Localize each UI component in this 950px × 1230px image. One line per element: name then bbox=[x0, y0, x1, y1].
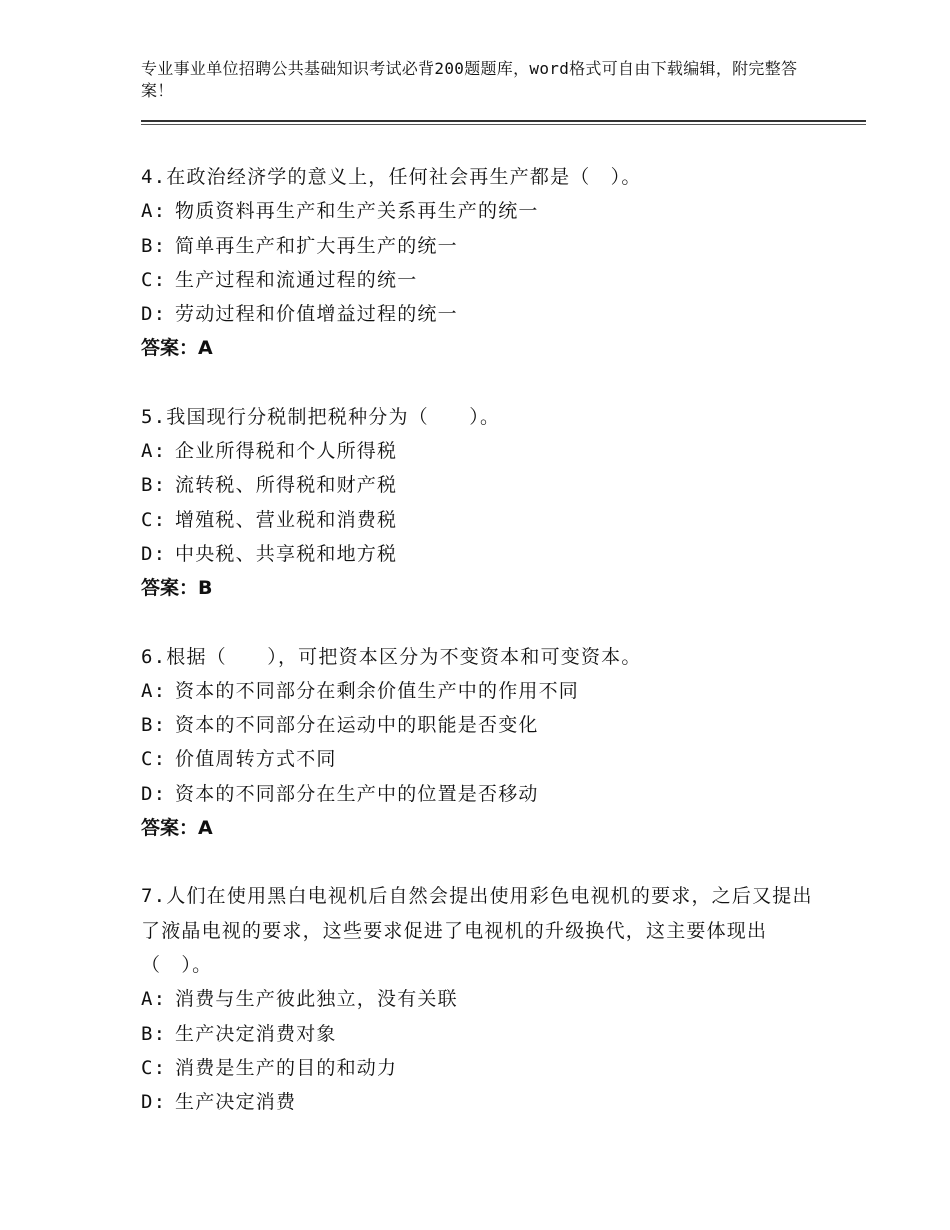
header-divider-thin bbox=[141, 124, 866, 125]
option-key: C: bbox=[141, 268, 167, 291]
question-text: 7.人们在使用黑白电视机后自然会提出使用彩色电视机的要求，之后又提出了液晶电视的要求，这些要求促进了电视机的升级换代，这主要体现出（ ）。 bbox=[141, 885, 813, 976]
option-text: 价值周转方式不同 bbox=[175, 748, 337, 771]
question-list bbox=[141, 160, 821, 1153]
question-6 bbox=[141, 640, 821, 846]
option-d bbox=[141, 297, 821, 331]
option-d bbox=[141, 777, 821, 811]
option-key: D: bbox=[141, 303, 167, 326]
document-title: 专业事业单位招聘公共基础知识考试必背200题题库，word格式可自由下载编辑，附完整答案！ bbox=[141, 59, 798, 100]
option-key: C: bbox=[141, 508, 167, 531]
option-a bbox=[141, 194, 821, 228]
option-text: 生产决定消费对象 bbox=[175, 1022, 337, 1045]
option-key: B: bbox=[141, 714, 167, 737]
option-text: 消费是生产的目的和动力 bbox=[175, 1056, 398, 1079]
option-d bbox=[141, 537, 821, 571]
option-text: 资本的不同部分在剩余价值生产中的作用不同 bbox=[175, 679, 580, 702]
option-key: A: bbox=[141, 988, 167, 1011]
option-text: 资本的不同部分在运动中的职能是否变化 bbox=[175, 714, 539, 737]
option-text: 生产过程和流通过程的统一 bbox=[175, 268, 418, 291]
option-b bbox=[141, 468, 821, 502]
option-text: 劳动过程和价值增益过程的统一 bbox=[175, 303, 458, 326]
question-4 bbox=[141, 160, 821, 366]
answer-line: 答案：A bbox=[141, 337, 213, 360]
option-text: 企业所得税和个人所得税 bbox=[175, 440, 398, 463]
option-b bbox=[141, 708, 821, 742]
question-5 bbox=[141, 400, 821, 606]
option-c bbox=[141, 742, 821, 776]
answer-line: 答案：A bbox=[141, 817, 213, 840]
question-text: 6.根据（ ），可把资本区分为不变资本和可变资本。 bbox=[141, 645, 642, 668]
option-key: D: bbox=[141, 1091, 167, 1114]
option-d bbox=[141, 1085, 821, 1119]
document-header bbox=[141, 58, 801, 102]
option-key: B: bbox=[141, 474, 167, 497]
option-text: 简单再生产和扩大再生产的统一 bbox=[175, 234, 458, 257]
option-a bbox=[141, 674, 821, 708]
option-b bbox=[141, 229, 821, 263]
header-divider bbox=[141, 120, 866, 125]
option-c bbox=[141, 1051, 821, 1085]
option-text: 流转税、所得税和财产税 bbox=[175, 474, 398, 497]
answer-line: 答案：B bbox=[141, 577, 213, 600]
option-text: 增殖税、营业税和消费税 bbox=[175, 508, 398, 531]
question-text: 4.在政治经济学的意义上，任何社会再生产都是（ ）。 bbox=[141, 166, 642, 188]
option-key: B: bbox=[141, 234, 167, 257]
option-text: 物质资料再生产和生产关系再生产的统一 bbox=[175, 200, 539, 223]
option-key: A: bbox=[141, 200, 167, 223]
option-text: 生产决定消费 bbox=[175, 1091, 297, 1114]
question-text: 5.我国现行分税制把税种分为（ ）。 bbox=[141, 405, 501, 428]
option-text: 中央税、共享税和地方税 bbox=[175, 542, 398, 565]
option-key: A: bbox=[141, 440, 167, 463]
option-a bbox=[141, 982, 821, 1016]
option-a bbox=[141, 434, 821, 468]
option-text: 消费与生产彼此独立，没有关联 bbox=[175, 988, 458, 1011]
option-b bbox=[141, 1017, 821, 1051]
option-key: D: bbox=[141, 542, 167, 565]
option-key: C: bbox=[141, 1056, 167, 1079]
option-key: A: bbox=[141, 679, 167, 702]
option-text: 资本的不同部分在生产中的位置是否移动 bbox=[175, 782, 539, 805]
option-c bbox=[141, 503, 821, 537]
option-key: B: bbox=[141, 1022, 167, 1045]
question-7 bbox=[141, 879, 821, 1119]
option-c bbox=[141, 263, 821, 297]
header-divider-thick bbox=[141, 120, 866, 122]
option-key: C: bbox=[141, 748, 167, 771]
option-key: D: bbox=[141, 782, 167, 805]
